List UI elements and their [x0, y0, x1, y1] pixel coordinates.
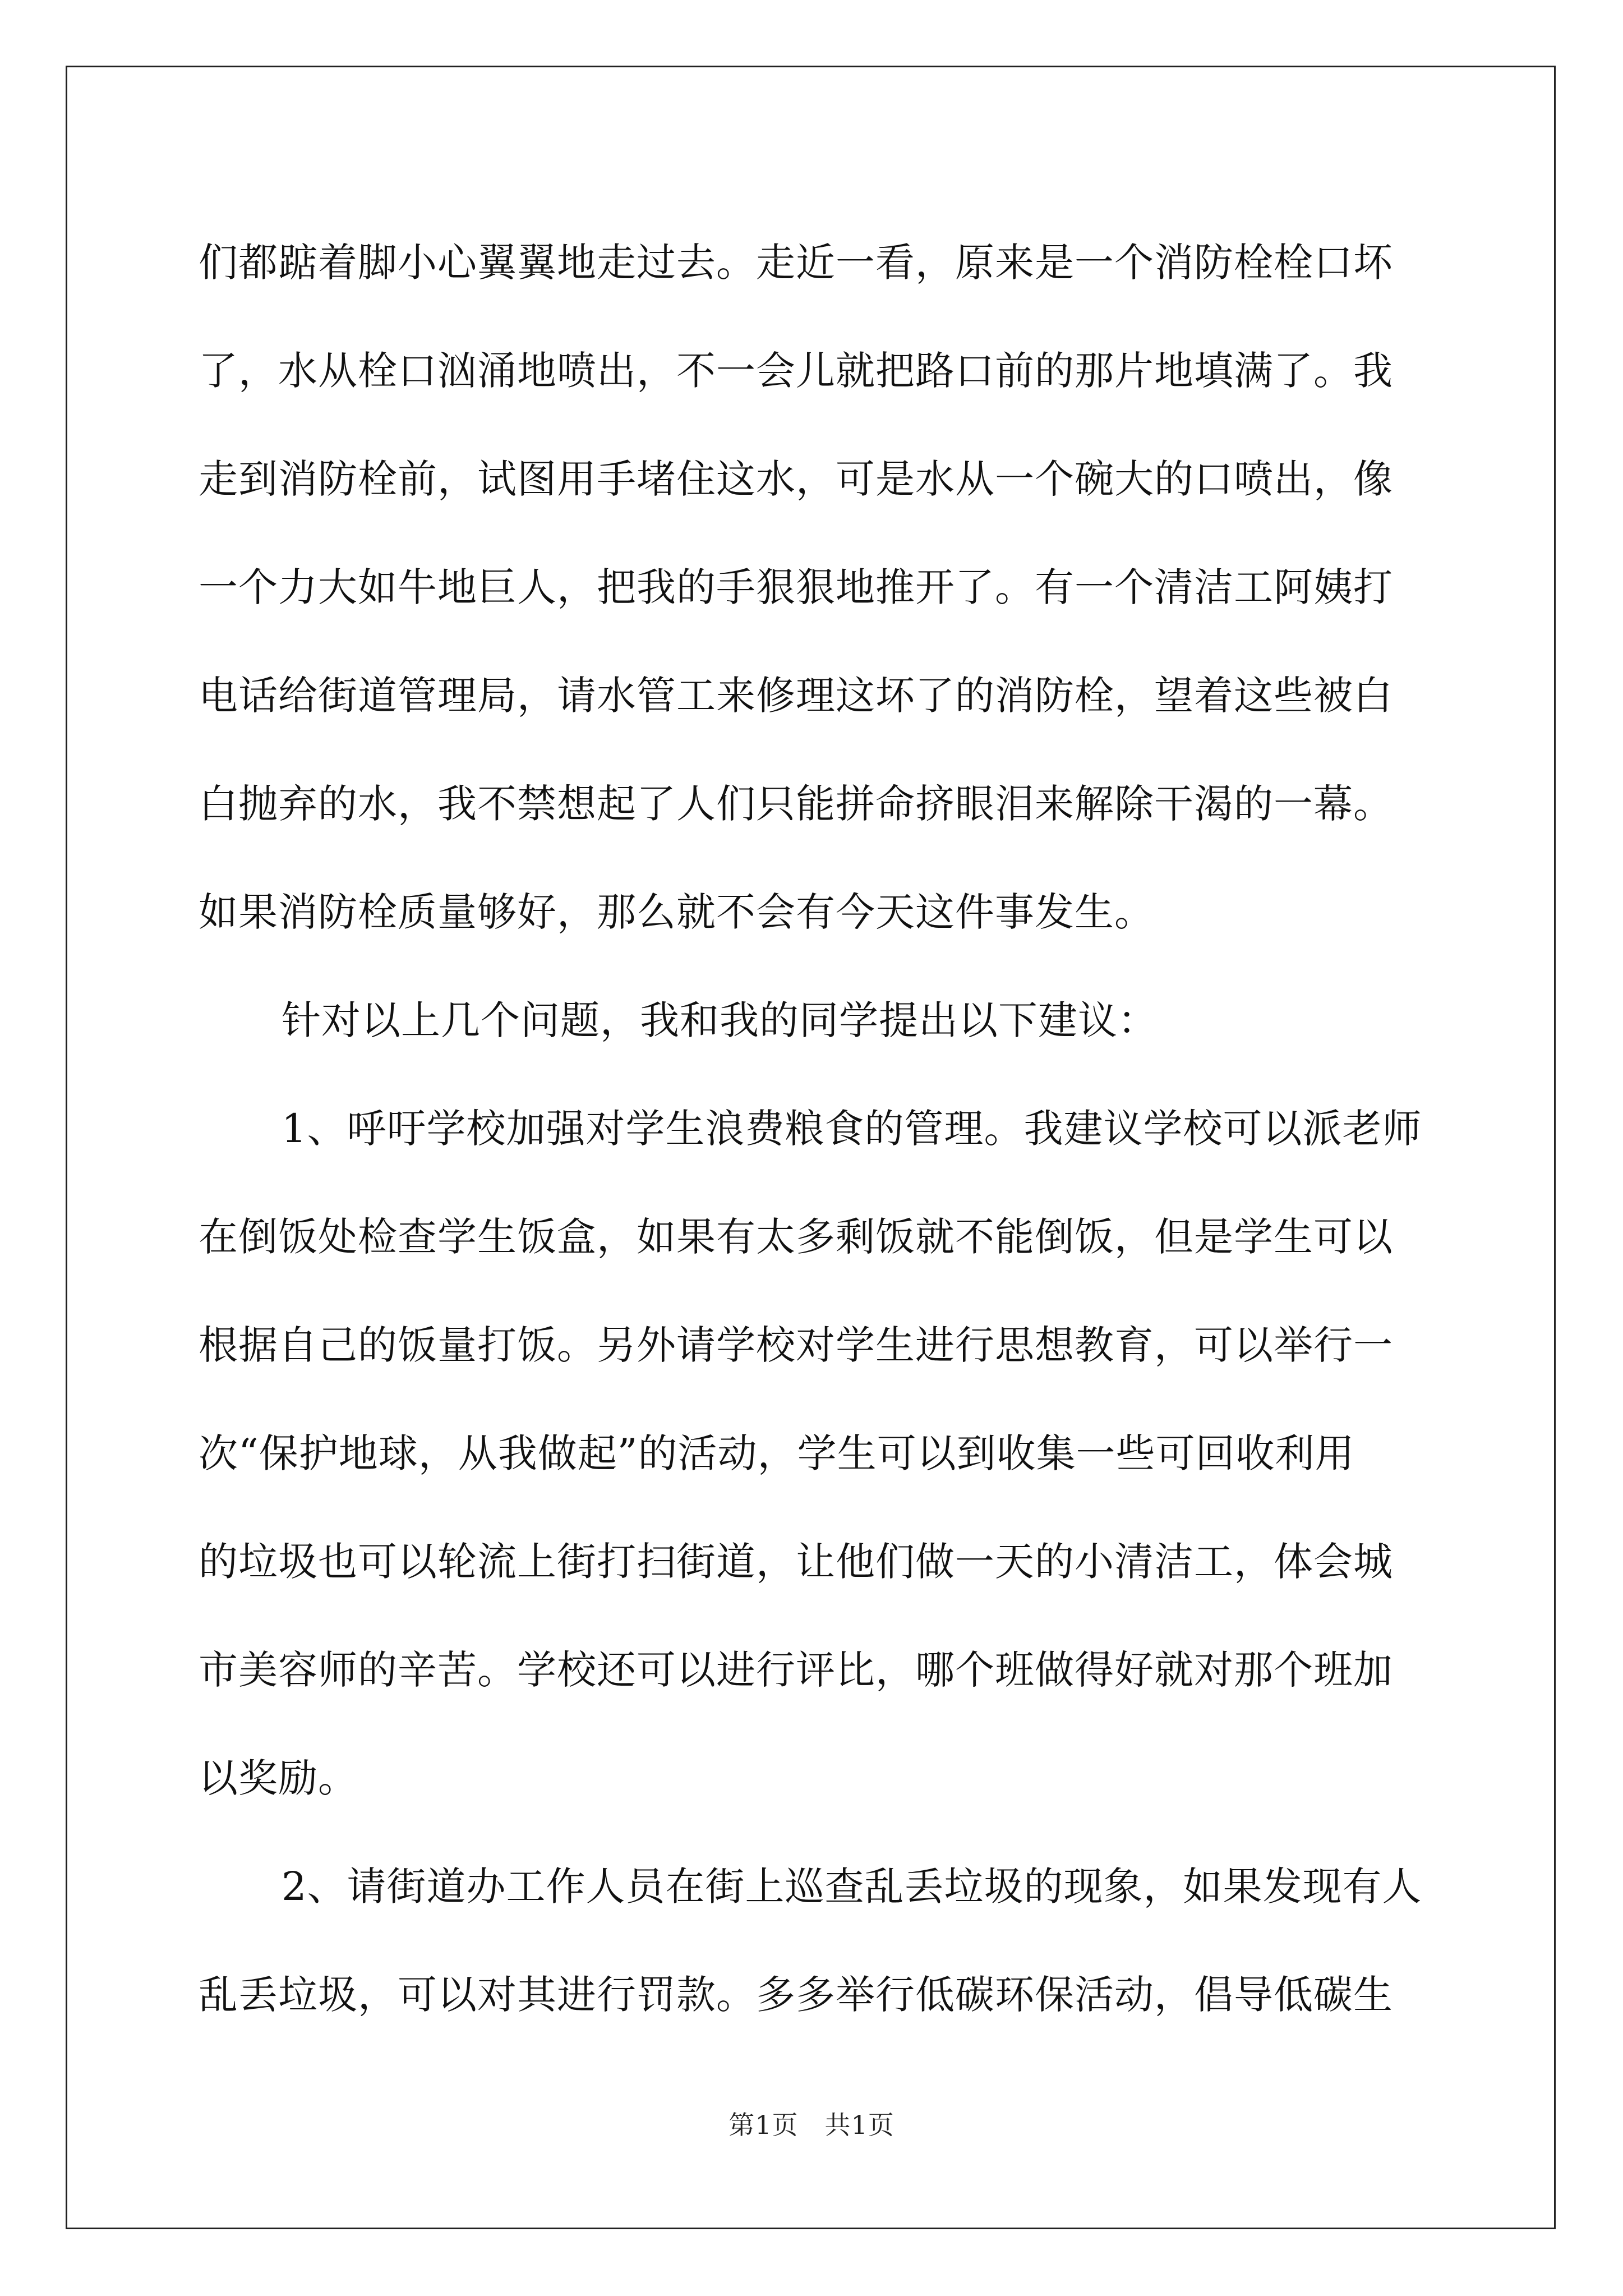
text-line: 的垃圾也可以轮流上街打扫街道，让他们做一天的小清洁工，体会城: [199, 1539, 1393, 1585]
paragraph-start-line: 1、呼吁学校加强对学生浪费粮食的管理。我建议学校可以派老师: [282, 1106, 1422, 1152]
paragraph-start-line: 针对以上几个问题，我和我的同学提出以下建议：: [282, 997, 1158, 1043]
page-number: 第1页 共1页: [728, 2110, 895, 2140]
text-line: 白抛弃的水，我不禁想起了人们只能拼命挤眼泪来解除干渴的一幕。: [199, 781, 1393, 827]
text-line: 了，水从栓口汹涌地喷出，不一会儿就把路口前的那片地填满了。我: [199, 348, 1393, 394]
document-body: [199, 209, 1432, 2049]
text-line: 在倒饭处检查学生饭盒，如果有太多剩饭就不能倒饭，但是学生可以: [199, 1214, 1393, 1260]
text-line: 乱丢垃圾，可以对其进行罚款。多多举行低碳环保活动，倡导低碳生: [199, 1972, 1393, 2018]
text-line: 们都踮着脚小心翼翼地走过去。走近一看，原来是一个消防栓栓口坏: [199, 240, 1393, 286]
text-line: 次“保护地球，从我做起”的活动，学生可以到收集一些可回收利用: [199, 1430, 1355, 1476]
text-line: 以奖励。: [199, 1755, 358, 1801]
text-line: 市美容师的辛苦。学校还可以进行评比，哪个班做得好就对那个班加: [199, 1647, 1393, 1693]
text-line: 走到消防栓前，试图用手堵住这水，可是水从一个碗大的口喷出，像: [199, 456, 1393, 502]
text-line: 根据自己的饭量打饭。另外请学校对学生进行思想教育，可以举行一: [199, 1322, 1393, 1368]
text-line: 如果消防栓质量够好，那么就不会有今天这件事发生。: [199, 889, 1154, 935]
text-line: 一个力大如牛地巨人，把我的手狠狠地推开了。有一个清洁工阿姨打: [199, 564, 1393, 610]
text-line: 电话给街道管理局，请水管工来修理这坏了的消防栓，望着这些被白: [199, 673, 1393, 719]
paragraph-start-line: 2、请街道办工作人员在街上巡查乱丢垃圾的现象，如果发现有人: [282, 1864, 1422, 1910]
